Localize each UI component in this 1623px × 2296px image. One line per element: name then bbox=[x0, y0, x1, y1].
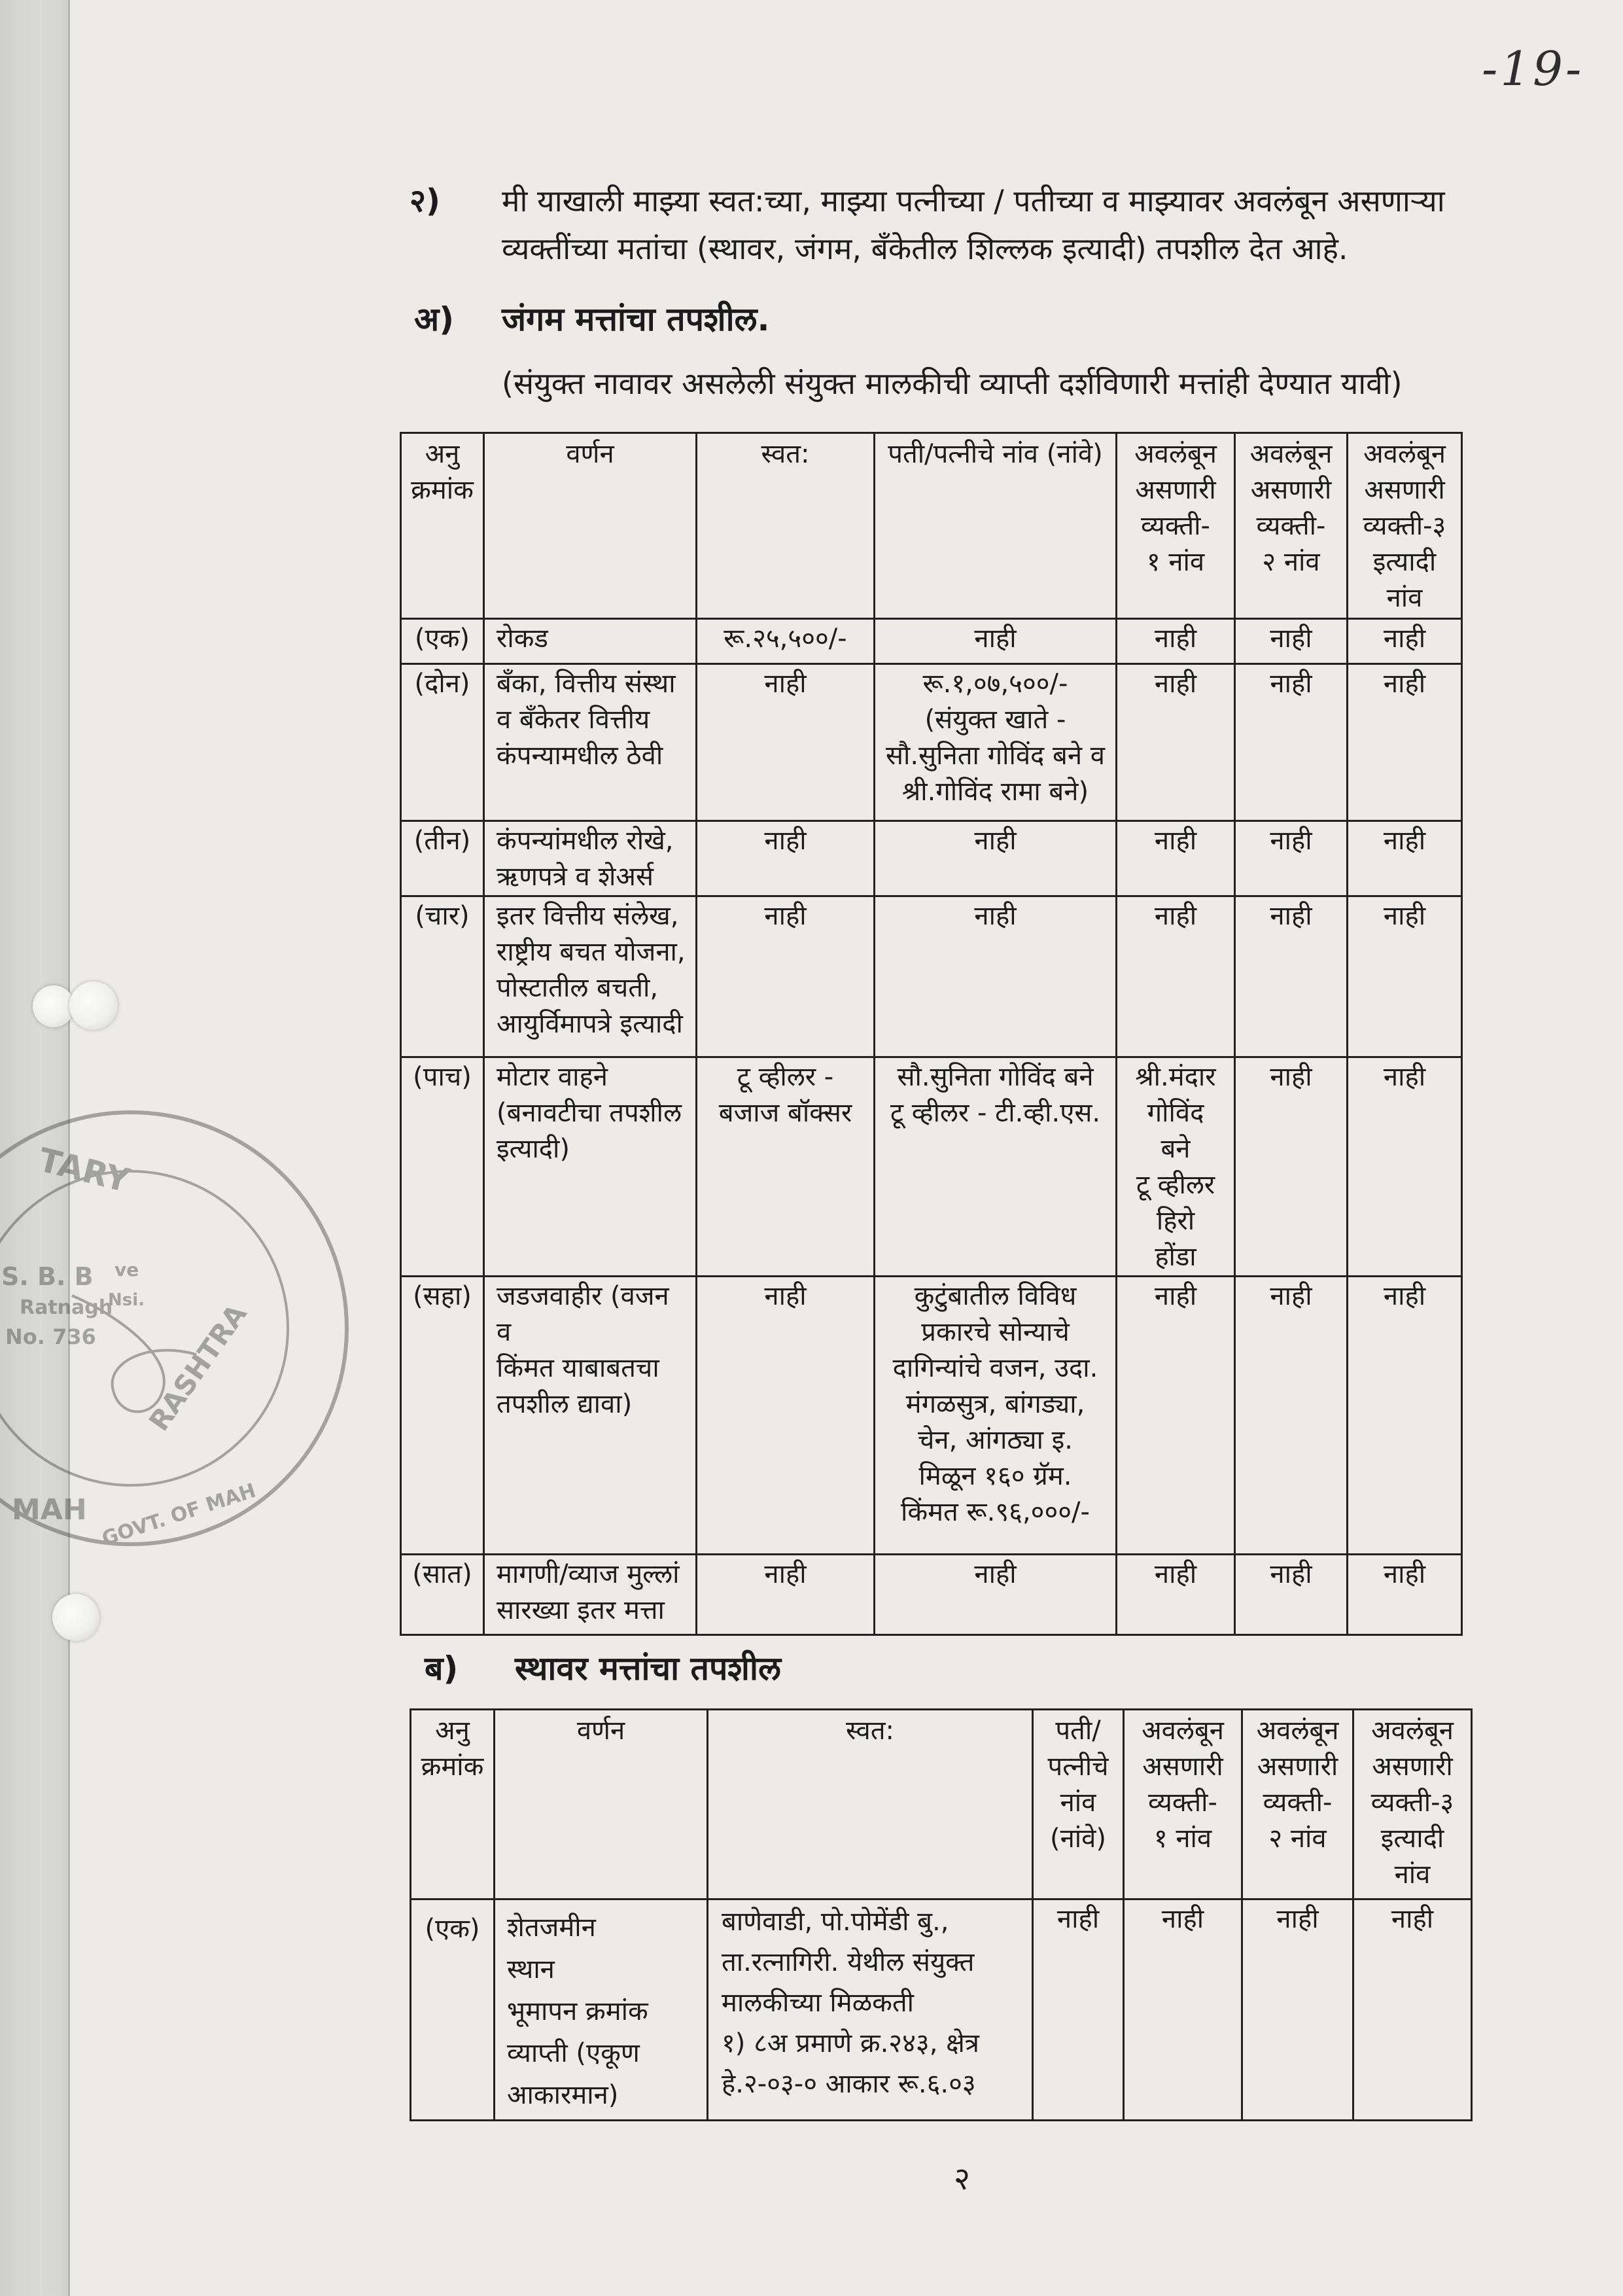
dependent-2-cell: नाही bbox=[1235, 664, 1348, 821]
header-dependent-3: अवलंबून असणारी व्यक्ती-३ इत्यादी नांव bbox=[1348, 433, 1462, 619]
header-spouse: पती/ पत्नीचे नांव (नांवे) bbox=[1033, 1710, 1124, 1899]
table-header-row bbox=[411, 1710, 1472, 1899]
description-cell: कंपन्यांमधील रोखे, ऋणपत्रे व शेअर्स bbox=[484, 821, 697, 896]
notary-stamp bbox=[0, 1080, 393, 1577]
serial-cell: (एक) bbox=[411, 1899, 495, 2121]
stamp-text: GOVT. OF MAH bbox=[99, 1479, 259, 1551]
intro-text-line: मी याखाली माझ्या स्वत:च्या, माझ्या पत्नीच्या / पतीच्या व माझ्यावर अवलंबून असणाऱ्या bbox=[502, 183, 1445, 219]
serial-cell: (तीन) bbox=[401, 821, 484, 896]
dependent-3-cell: नाही bbox=[1348, 619, 1462, 664]
punch-hole bbox=[69, 981, 118, 1030]
punch-hole bbox=[33, 985, 75, 1027]
header-spouse: पती/पत्नीचे नांव (नांवे) bbox=[875, 433, 1117, 619]
dependent-3-cell: नाही bbox=[1348, 1277, 1462, 1555]
movable-section-note: (संयुक्त नावावर असलेली संयुक्त मालकीची व्याप्ती दर्शविणारी मत्तांही देण्यात यावी) bbox=[502, 366, 1403, 401]
immovable-section-label: ब) bbox=[425, 1650, 459, 1687]
dependent-3-cell: नाही bbox=[1348, 896, 1462, 1057]
table-header-row bbox=[401, 433, 1462, 619]
dependent-1-cell: नाही bbox=[1117, 664, 1235, 821]
description-cell: बँका, वित्तीय संस्था व बँकेतर वित्तीय कंपन्यामधील ठेवी bbox=[484, 664, 697, 821]
dependent-2-cell: नाही bbox=[1235, 1555, 1348, 1635]
table-row bbox=[401, 619, 1462, 664]
description-cell: शेतजमीन स्थान भूमापन क्रमांक व्याप्ती (एकूण आकारमान) bbox=[495, 1899, 708, 2121]
header-serial: अनु क्रमांक bbox=[401, 433, 484, 619]
header-dependent-2: अवलंबून असणारी व्यक्ती- २ नांव bbox=[1235, 433, 1348, 619]
header-description: वर्णन bbox=[495, 1710, 708, 1899]
dependent-3-cell: नाही bbox=[1353, 1899, 1472, 2121]
dependent-1-cell: नाही bbox=[1117, 896, 1235, 1057]
table-row bbox=[401, 1555, 1462, 1635]
self-cell: रू.२५,५००/- bbox=[697, 619, 875, 664]
serial-cell: (दोन) bbox=[401, 664, 484, 821]
stamp-text: RASHTRA bbox=[143, 1298, 253, 1437]
immovable-section-title: स्थावर मत्तांचा तपशील bbox=[515, 1650, 781, 1687]
dependent-2-cell: नाही bbox=[1235, 1057, 1348, 1277]
movable-section-label: अ) bbox=[414, 300, 455, 338]
serial-cell: (चार) bbox=[401, 896, 484, 1057]
stamp-text: TARY bbox=[35, 1140, 133, 1200]
dependent-2-cell: नाही bbox=[1235, 1277, 1348, 1555]
punch-hole bbox=[52, 1594, 99, 1641]
dependent-2-cell: नाही bbox=[1235, 896, 1348, 1057]
table-row bbox=[401, 1057, 1462, 1277]
header-description: वर्णन bbox=[484, 433, 697, 619]
serial-cell: (एक) bbox=[401, 619, 484, 664]
stamp-text: MAH bbox=[12, 1493, 87, 1527]
spouse-cell: कुटुंबातील विविध प्रकारचे सोन्याचे दागिन्यांचे वजन, उदा. मंगळसुत्र, बांगड्या, चेन, आंगठ्या इ. मिळून १६० ग्रॅम. किंमत रू.९६,०००/- bbox=[875, 1277, 1117, 1555]
dependent-1-cell: नाही bbox=[1117, 1277, 1235, 1555]
serial-cell: (पाच) bbox=[401, 1057, 484, 1277]
dependent-1-cell: नाही bbox=[1124, 1899, 1242, 2121]
self-cell: नाही bbox=[697, 1555, 875, 1635]
spouse-cell: नाही bbox=[875, 821, 1117, 896]
stamp-text: S. B. B bbox=[1, 1262, 94, 1291]
spouse-cell: नाही bbox=[1033, 1899, 1124, 2121]
dependent-2-cell: नाही bbox=[1242, 1899, 1353, 2121]
self-cell: नाही bbox=[697, 1277, 875, 1555]
header-dependent-3: अवलंबून असणारी व्यक्ती-३ इत्यादी नांव bbox=[1353, 1710, 1472, 1899]
intro-text-line: व्यक्तींच्या मतांचा (स्थावर, जंगम, बँकेतील शिल्लक इत्यादी) तपशील देत आहे. bbox=[502, 231, 1348, 266]
description-cell: मोटार वाहने (बनावटीचा तपशील इत्यादी) bbox=[484, 1057, 697, 1277]
dependent-3-cell: नाही bbox=[1348, 1555, 1462, 1635]
spouse-cell: नाही bbox=[875, 1555, 1117, 1635]
movable-section-title: जंगम मत्तांचा तपशील. bbox=[502, 300, 770, 338]
description-cell: जडजवाहीर (वजन व किंमत याबाबतचा तपशील द्यावा) bbox=[484, 1277, 697, 1555]
description-cell: इतर वित्तीय संलेख, राष्ट्रीय बचत योजना, पोस्टातील बचती, आयुर्विमापत्रे इत्यादी bbox=[484, 896, 697, 1057]
stamp-text: No. 736 bbox=[5, 1324, 96, 1349]
self-cell: नाही bbox=[697, 896, 875, 1057]
header-dependent-1: अवलंबून असणारी व्यक्ती- १ नांव bbox=[1124, 1710, 1242, 1899]
header-dependent-2: अवलंबून असणारी व्यक्ती- २ नांव bbox=[1242, 1710, 1353, 1899]
dependent-1-cell: श्री.मंदार गोविंद बने टू व्हीलर हिरो होंडा bbox=[1117, 1057, 1235, 1277]
stamp-text: Ratnagh bbox=[20, 1296, 113, 1319]
header-serial: अनु क्रमांक bbox=[411, 1710, 495, 1899]
table-row bbox=[401, 821, 1462, 896]
movable-assets-table bbox=[400, 432, 1463, 1636]
dependent-1-cell: नाही bbox=[1117, 619, 1235, 664]
description-cell: मागणी/व्याज मुल्लां सारख्या इतर मत्ता bbox=[484, 1555, 697, 1635]
dependent-3-cell: नाही bbox=[1348, 821, 1462, 896]
stamp-text: ve bbox=[114, 1259, 139, 1280]
section-number: २) bbox=[410, 183, 440, 219]
table-row bbox=[401, 1277, 1462, 1555]
spouse-cell: नाही bbox=[875, 619, 1117, 664]
header-self: स्वत: bbox=[708, 1710, 1033, 1899]
table-row bbox=[401, 896, 1462, 1057]
spouse-cell: सौ.सुनिता गोविंद बने टू व्हीलर - टी.व्ही.एस. bbox=[875, 1057, 1117, 1277]
serial-cell: (सात) bbox=[401, 1555, 484, 1635]
self-cell: नाही bbox=[697, 821, 875, 896]
handwritten-page-number: -19- bbox=[1482, 41, 1584, 96]
dependent-3-cell: नाही bbox=[1348, 1057, 1462, 1277]
self-cell: नाही bbox=[697, 664, 875, 821]
dependent-1-cell: नाही bbox=[1117, 821, 1235, 896]
header-self: स्वत: bbox=[697, 433, 875, 619]
serial-cell: (सहा) bbox=[401, 1277, 484, 1555]
self-cell: टू व्हीलर - बजाज बॉक्सर bbox=[697, 1057, 875, 1277]
immovable-assets-table bbox=[410, 1708, 1473, 2121]
dependent-3-cell: नाही bbox=[1348, 664, 1462, 821]
page-number: २ bbox=[954, 2161, 970, 2197]
description-cell: रोकड bbox=[484, 619, 697, 664]
dependent-2-cell: नाही bbox=[1235, 619, 1348, 664]
dependent-1-cell: नाही bbox=[1117, 1555, 1235, 1635]
spouse-cell: नाही bbox=[875, 896, 1117, 1057]
dependent-2-cell: नाही bbox=[1235, 821, 1348, 896]
self-cell: बाणेवाडी, पो.पोमेंडी बु., ता.रत्नागिरी. येथील संयुक्त मालकीच्या मिळकती १) ८अ प्रमाणे क्र.२४३, क्षेत्र हे.२-०३-० आकार रू.६.०३ bbox=[708, 1899, 1033, 2121]
spouse-cell: रू.१,०७,५००/- (संयुक्त खाते - सौ.सुनिता गोविंद बने व श्री.गोविंद रामा बने) bbox=[875, 664, 1117, 821]
stamp-text: Nsi. bbox=[108, 1290, 145, 1310]
header-dependent-1: अवलंबून असणारी व्यक्ती- १ नांव bbox=[1117, 433, 1235, 619]
table-row bbox=[411, 1899, 1472, 2121]
table-row bbox=[401, 664, 1462, 821]
